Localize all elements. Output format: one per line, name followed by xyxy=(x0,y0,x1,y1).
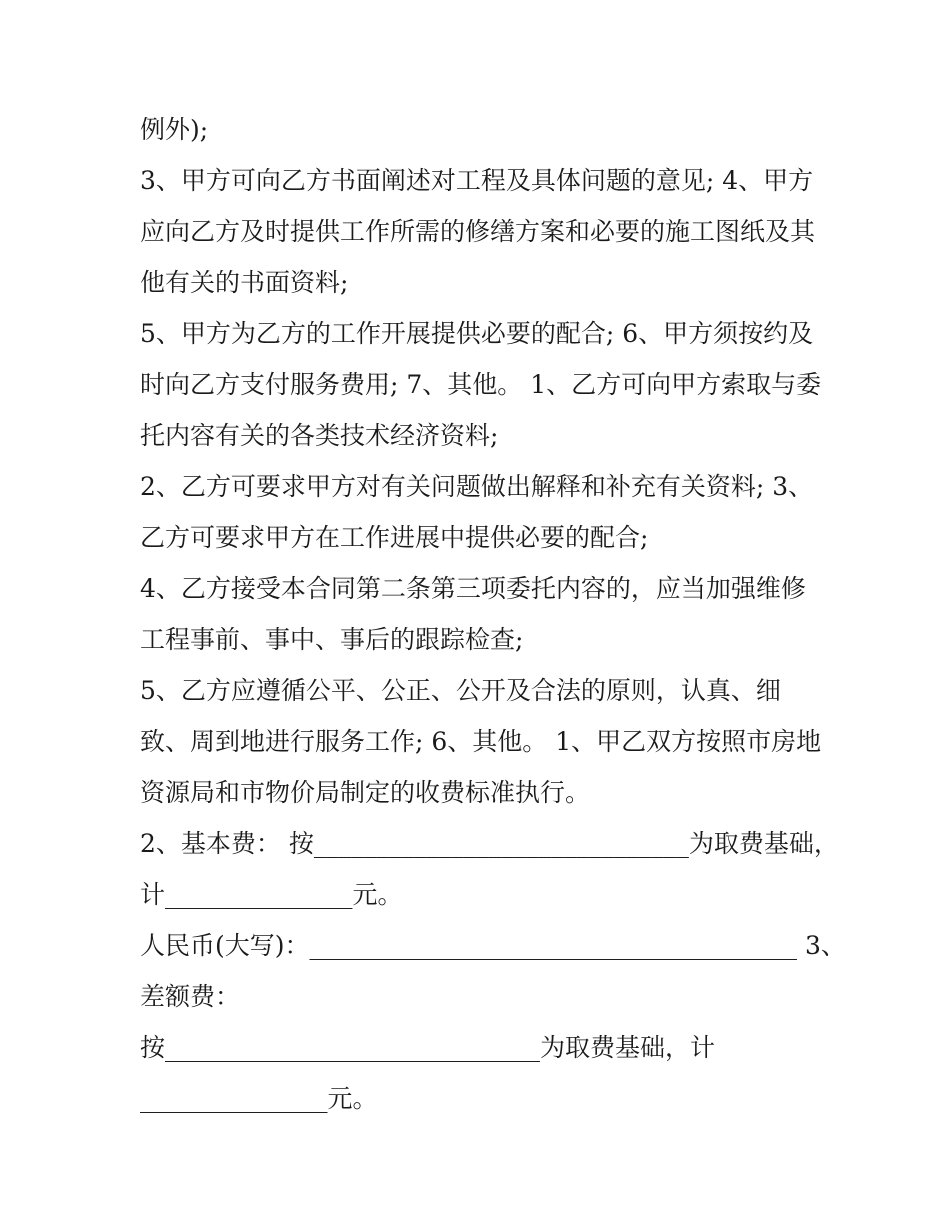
text-line-16: 计_______________元。 xyxy=(140,880,403,909)
text-line-5: 5、甲方为乙方的工作开展提供必要的配合; 6、甲方须按约及 xyxy=(140,319,814,348)
text-line-13: 致、周到地进行服务工作; 6、其他。 1、甲乙双方按照市房地 xyxy=(140,727,822,756)
text-line-11: 工程事前、事中、事后的跟踪检查; xyxy=(140,625,524,654)
text-line-19: 按______________________________为取费基础，计 xyxy=(140,1033,716,1062)
text-line-17: 人民币(大写)：_______________________________________ 3、 xyxy=(140,931,846,960)
text-line-3: 应向乙方及时提供工作所需的修缮方案和必要的施工图纸及其 xyxy=(140,217,816,246)
text-line-20: _______________元。 xyxy=(140,1084,378,1113)
text-line-18: 差额费： xyxy=(140,982,241,1011)
text-line-9: 乙方可要求甲方在工作进展中提供必要的配合; xyxy=(140,523,649,552)
text-line-6: 时向乙方支付服务费用; 7、其他。 1、乙方可向甲方索取与委 xyxy=(140,370,822,399)
text-line-2: 3、甲方可向乙方书面阐述对工程及具体问题的意见; 4、甲方 xyxy=(140,166,814,195)
text-line-4: 他有关的书面资料; xyxy=(140,268,349,297)
text-line-12: 5、乙方应遵循公平、公正、公开及合法的原则，认真、细 xyxy=(140,676,781,705)
text-line-7: 托内容有关的各类技术经济资料; xyxy=(140,421,499,450)
text-line-15: 2、基本费： 按______________________________为取费基础， xyxy=(140,829,839,858)
text-line-14: 资源局和市物价局制定的收费标准执行。 xyxy=(140,778,591,807)
text-line-1: 例外); xyxy=(140,115,209,144)
text-line-10: 4、乙方接受本合同第二条第三项委托内容的，应当加强维修 xyxy=(140,574,806,603)
text-line-8: 2、乙方可要求甲方对有关问题做出解释和补充有关资料; 3、 xyxy=(140,472,814,501)
